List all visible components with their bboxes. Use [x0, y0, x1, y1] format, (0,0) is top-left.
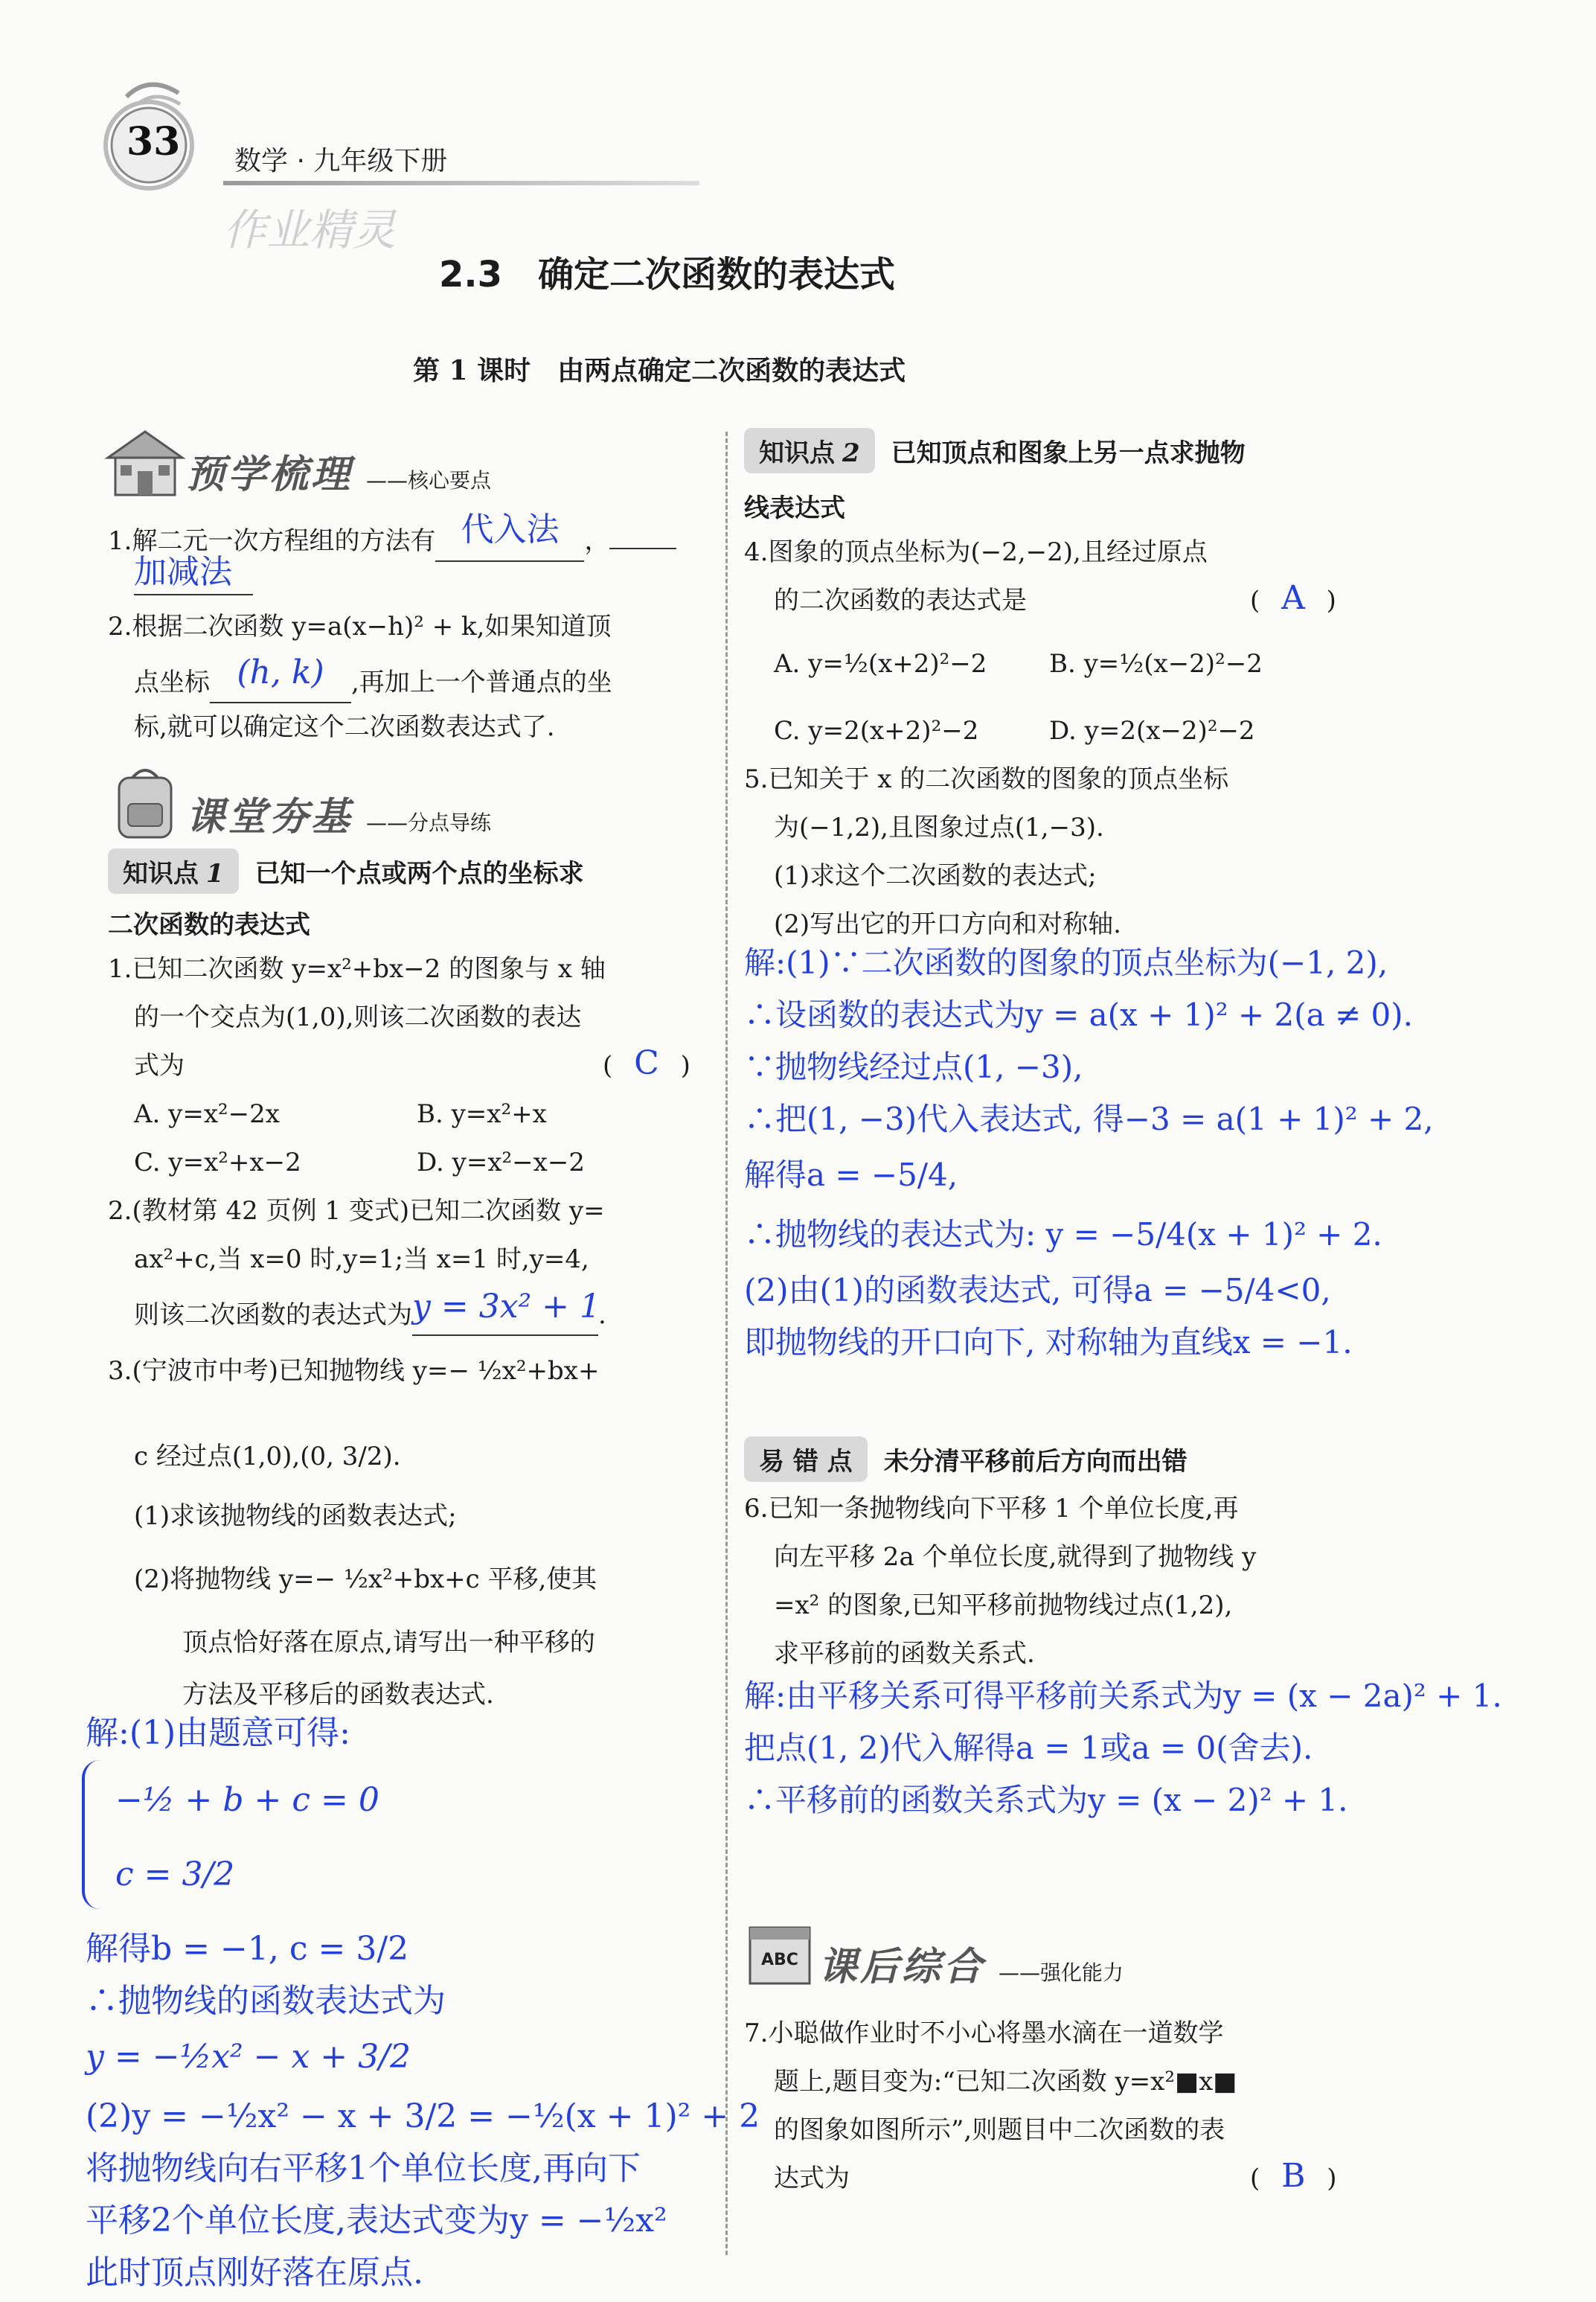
p1-option-c: C. y=x²+x−2	[134, 1148, 301, 1177]
p1-option-b: B. y=x²+x	[417, 1099, 547, 1129]
column-divider	[725, 432, 728, 2255]
p5-line3: (1)求这个二次函数的表达式;	[774, 861, 1097, 891]
sol5-line5: 解得a = −5/4,	[744, 1157, 958, 1193]
sol5-line2: ∴设函数的表达式为y = a(x + 1)² + 2(a ≠ 0).	[744, 997, 1413, 1033]
svg-text:ABC: ABC	[761, 1951, 798, 1969]
p6-line1: 6.已知一条抛物线向下平移 1 个单位长度,再	[744, 1494, 1239, 1524]
p4-option-c: C. y=2(x+2)²−2	[774, 716, 979, 746]
p3-line5: 顶点恰好落在原点,请写出一种平移的	[182, 1628, 595, 1657]
p6-line4: 求平移前的函数关系式.	[774, 1639, 1035, 1669]
section-title: 2.3 确定二次函数的表达式	[439, 254, 896, 295]
p6-line3: =x² 的图象,已知平移前抛物线过点(1,2),	[774, 1590, 1233, 1620]
banner-classroom-sub: ——分点导练	[366, 811, 492, 835]
p3-line2: c 经过点(1,0),(0, 3/2).	[134, 1442, 401, 1471]
p4-option-d: D. y=2(x−2)²−2	[1049, 716, 1255, 746]
sol3-system-eq2: c = 3/2	[115, 1855, 235, 1893]
kp1-title-2: 二次函数的表达式	[108, 910, 310, 940]
banner-preview-title: 预学梳理	[186, 453, 353, 497]
p2-line2: ax²+c,当 x=0 时,y=1;当 x=1 时,y=4,	[134, 1244, 589, 1274]
p2-line1: 2.(教材第 42 页例 1 变式)已知二次函数 y=	[108, 1196, 605, 1226]
sol5-line6: ∴抛物线的表达式为: y = −5/4(x + 1)² + 2.	[744, 1216, 1382, 1253]
kp2-title-2: 线表达式	[744, 493, 845, 523]
p4-answer-slot: ( A )	[1250, 579, 1336, 617]
kp1-tag: 知识点 1	[108, 848, 239, 894]
sol3-line6: 将抛物线向右平移1个单位长度,再向下	[86, 2149, 641, 2187]
p4-option-a: A. y=½(x+2)²−2	[774, 649, 987, 679]
error-point: 易 错 点 未分清平移前后方向而出错	[744, 1436, 1188, 1482]
p3-line4: (2)将抛物线 y=− ½x²+bx+c 平移,使其	[134, 1564, 597, 1594]
banner-classroom-title: 课堂夯基	[186, 795, 353, 840]
p3-line1: 3.(宁波市中考)已知抛物线 y=− ½x²+bx+	[108, 1356, 600, 1386]
p1-option-a: A. y=x²−2x	[134, 1099, 280, 1129]
q2-answer: (h, k)	[237, 653, 324, 691]
q1-answer-2: 加减法	[134, 553, 232, 591]
p7-answer-slot: ( B )	[1250, 2157, 1337, 2195]
p1-line3: 式为	[134, 1051, 185, 1081]
p1-line2: 的一个交点为(1,0),则该二次函数的表达	[134, 1003, 582, 1032]
p4-option-b: B. y=½(x−2)²−2	[1049, 649, 1263, 679]
sol3-line8: 此时顶点刚好落在原点.	[86, 2254, 423, 2292]
p5-line2: 为(−1,2),且图象过点(1,−3).	[774, 813, 1104, 843]
q2-line3: 标,就可以确定这个二次函数表达式了.	[134, 712, 555, 742]
knowledge-point-1: 知识点 1 已知一个点或两个点的坐标求	[108, 848, 584, 894]
sol5-line3: ∵抛物线经过点(1, −3),	[744, 1049, 1083, 1085]
abc-book-icon	[744, 1920, 818, 1991]
p4-line1: 4.图象的顶点坐标为(−2,−2),且经过原点	[744, 537, 1208, 567]
sol6-line3: ∴平移前的函数关系式为y = (x − 2)² + 1.	[744, 1782, 1348, 1818]
sol5-line4: ∴把(1, −3)代入表达式, 得−3 = a(1 + 1)² + 2,	[744, 1101, 1434, 1137]
sol3-line7: 平移2个单位长度,表达式变为y = −½x²	[86, 2202, 667, 2239]
p1-answer-slot: ( C )	[603, 1044, 690, 1082]
banner-after-class	[744, 1920, 1124, 1991]
backpack-icon	[104, 763, 186, 841]
p1-option-d: D. y=x²−x−2	[417, 1148, 585, 1177]
banner-classroom	[104, 763, 491, 841]
page-header	[0, 0, 1596, 255]
p3-line6: 方法及平移后的函数表达式.	[182, 1680, 494, 1710]
p2-line3: 则该二次函数的表达式为y = 3x² + 1.	[134, 1291, 606, 1336]
kp2-tag: 知识点 2	[744, 428, 875, 473]
p7-line1: 7.小聪做作业时不小心将墨水滴在一道数学	[744, 2018, 1224, 2048]
error-tag: 易 错 点	[744, 1436, 868, 1482]
q2-line2: 点坐标 (h, k) ,再加上一个普通点的坐	[134, 659, 612, 703]
sol3-brace	[82, 1760, 107, 1909]
sol3-system-eq1: −½ + b + c = 0	[115, 1781, 379, 1819]
p5-line1: 5.已知关于 x 的二次函数的图象的顶点坐标	[744, 764, 1229, 794]
banner-preview	[104, 428, 491, 499]
p1-line1: 1.已知二次函数 y=x²+bx−2 的图象与 x 轴	[108, 954, 606, 984]
sol3-line4: y = −½x² − x + 3/2	[86, 2038, 411, 2076]
q1-answer-2-line	[134, 551, 253, 595]
sol5-line1: 解:(1)∵二次函数的图象的顶点坐标为(−1, 2),	[744, 944, 1388, 981]
sol6-line1: 解:由平移关系可得平移前关系式为y = (x − 2a)² + 1.	[744, 1678, 1502, 1714]
page-number: 33	[126, 119, 181, 164]
p3-line3: (1)求该抛物线的函数表达式;	[134, 1501, 457, 1531]
banner-after-class-sub: ——强化能力	[999, 1960, 1124, 1985]
q2-line1: 2.根据二次函数 y=a(x−h)² + k,如果知道顶	[108, 612, 612, 642]
p2-answer: y = 3x² + 1	[412, 1288, 600, 1326]
p7-answer: B	[1281, 2157, 1306, 2195]
sol3-line2: 解得b = −1, c = 3/2	[86, 1930, 409, 1968]
p4-line2: 的二次函数的表达式是	[774, 586, 1027, 616]
book-title: 数学 · 九年级下册	[234, 146, 448, 176]
watermark-logo: 作业精灵	[223, 205, 397, 255]
q1: 1.解二元一次方程组的方法有 代入法 ，	[108, 517, 676, 562]
sol3-line1: 解:(1)由题意可得:	[86, 1714, 350, 1752]
sol3-line5: (2)y = −½x² − x + 3/2 = −½(x + 1)² + 2	[86, 2097, 760, 2135]
lesson-title: 第 1 课时 由两点确定二次函数的表达式	[413, 355, 906, 386]
p5-line4: (2)写出它的开口方向和对称轴.	[774, 909, 1121, 939]
p6-line2: 向左平移 2a 个单位长度,就得到了抛物线 y	[774, 1542, 1257, 1572]
sol5-line7: (2)由(1)的函数表达式, 可得a = −5/4<0,	[744, 1272, 1331, 1308]
header-rule	[223, 181, 699, 185]
p7-line2: 题上,题目变为:“已知二次函数 y=x²■x■	[774, 2067, 1237, 2097]
school-house-icon	[104, 428, 186, 499]
sol3-line3: ∴抛物线的函数表达式为	[86, 1982, 446, 2020]
sol5-line8: 即抛物线的开口向下, 对称轴为直线x = −1.	[744, 1324, 1353, 1361]
banner-after-class-title: 课后综合	[818, 1945, 986, 1989]
banner-preview-sub: ——核心要点	[366, 468, 492, 493]
p7-line4: 达式为	[774, 2164, 850, 2193]
p4-answer: A	[1281, 579, 1305, 617]
p7-line3: 的图象如图所示”,则题目中二次函数的表	[774, 2115, 1225, 2145]
sol6-line2: 把点(1, 2)代入解得a = 1或a = 0(舍去).	[744, 1730, 1313, 1766]
q1-answer-1: 代入法	[461, 511, 560, 549]
p1-answer: C	[634, 1044, 659, 1082]
knowledge-point-2: 知识点 2 已知顶点和图象上另一点求抛物	[744, 428, 1246, 473]
